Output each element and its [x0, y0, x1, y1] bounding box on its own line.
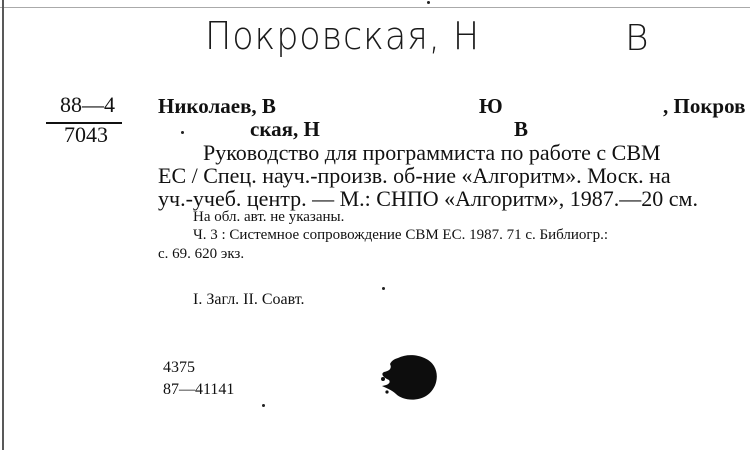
- card-top-edge: [0, 7, 750, 8]
- card-number: 4375: [163, 359, 195, 376]
- handwritten-name: Покровская, Н: [205, 14, 481, 58]
- note-line-2: Ч. 3 : Системное сопровождение СВМ ЕС. 1987. 71 с. Библиогр.:: [193, 227, 608, 243]
- title-line-1: Руководство для программиста по работе с СВМ: [203, 140, 661, 165]
- ink-speck: [181, 131, 184, 134]
- coauthor-heading-part1: , Покров: [663, 94, 746, 118]
- title-line-3: уч.-учеб. центр. — М.: СНПО «Алгоритм», 1987.—20 см.: [158, 186, 698, 211]
- ink-speck: [262, 404, 265, 407]
- coauthor-initial: В: [514, 117, 529, 141]
- handwritten-letter: В: [625, 18, 649, 59]
- title-line-2: ЕС / Спец. науч.-произв. об-ние «Алгоритм». Моск. на: [158, 163, 671, 188]
- note-line-3: с. 69. 620 экз.: [158, 246, 245, 262]
- author-heading: Николаев, В: [158, 94, 276, 118]
- shelf-mark: 88—4: [60, 92, 115, 117]
- coauthor-heading-part2: ская, Н: [250, 117, 320, 141]
- note-line-1: На обл. авт. не указаны.: [193, 209, 345, 225]
- author-initial: Ю: [479, 94, 503, 118]
- registration-number: 87—41141: [163, 381, 235, 398]
- accession-number: 7043: [64, 122, 108, 147]
- ink-blot: [378, 352, 440, 404]
- tracings: I. Загл. II. Соавт.: [193, 291, 305, 308]
- ink-speck: [382, 287, 385, 290]
- card-left-edge: [2, 0, 4, 450]
- ink-speck: [427, 1, 430, 4]
